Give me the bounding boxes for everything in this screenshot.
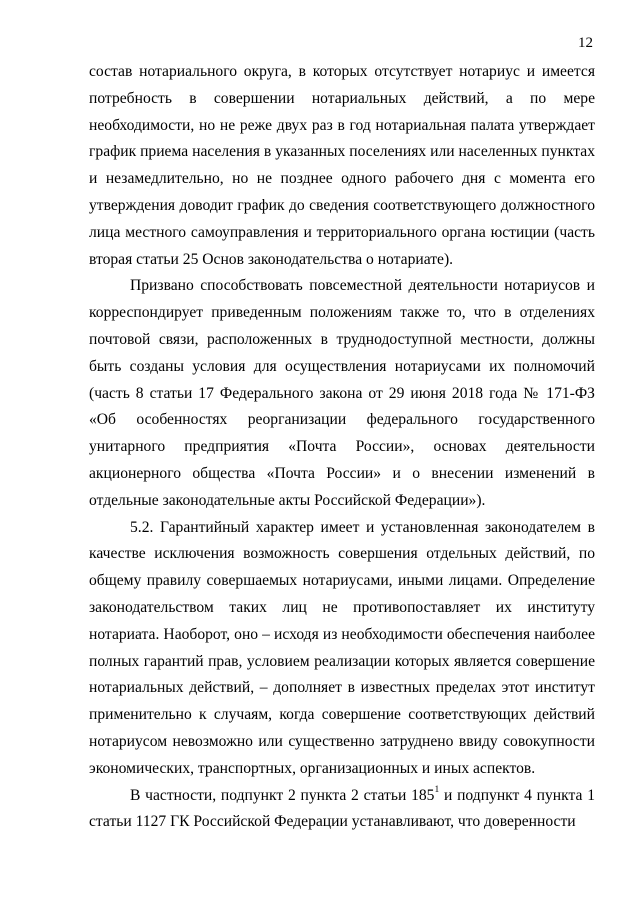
page-number: 12 [578,35,593,51]
document-body [89,59,595,836]
paragraph-notary-schedule: состав нотариального округа, в которых отсутствует нотариус и имеется потребность в совершении нотариальных действий, а по мере необходимости, но не реже двух раз в год нотариальная палата утверждает график приема населения в указанных поселениях или населенных пунктах и незамедлительно, но не позднее одного рабочего дня с момента его утверждения доводит график до сведения соответствующего должностного лица местного самоуправления и территориального органа юстиции (часть вторая статьи 25 Основ законодательства о нотариате). [89,63,595,268]
paragraph-text-part: В частности, подпункт 2 пункта 2 статьи 185 [130,786,435,804]
paragraph-guarantee-character: 5.2. Гарантийный характер имеет и установленная законодателем в качестве исключения возможность совершения отдельных действий, по общему правилу совершаемых нотариусами, иными лицами. Определение законодательством таких лиц не противопоставляет их институту нотариата. Наоборот, оно – исходя из необходимости обеспечения наиболее полных гарантий прав, условием реализации которых является совершение нотариальных действий, – дополняет в известных пределах этот институт применительно к случаям, когда совершение соответствующих действий нотариусом невозможно или существенно затруднено ввиду совокупности экономических, транспортных, организационных и иных аспектов. [89,518,595,777]
paragraph-civil-code-powers [89,783,595,837]
paragraph-text-part: и подпункт 4 пункта 1 статьи 1127 ГК Российской Федерации устанавливают, что доверенности [89,786,596,831]
paragraph-postal-offices: Призвано способствовать повсеместной деятельности нотариусов и корреспондирует приведенным положениям также то, что в отделениях почтовой связи, расположенных в труднодоступной местности, должны быть созданы условия для осуществления нотариусами их полномочий (часть 8 статьи 17 Федерального закона от 29 июня 2018 года № 171-ФЗ «Об особенностях реорганизации федерального государственного унитарного предприятия «Почта России», основах деятельности акционерного общества «Почта России» и о внесении изменений в отдельные законодательные акты Российской Федерации»). [89,277,595,509]
superscript-article-index: 1 [434,785,440,796]
